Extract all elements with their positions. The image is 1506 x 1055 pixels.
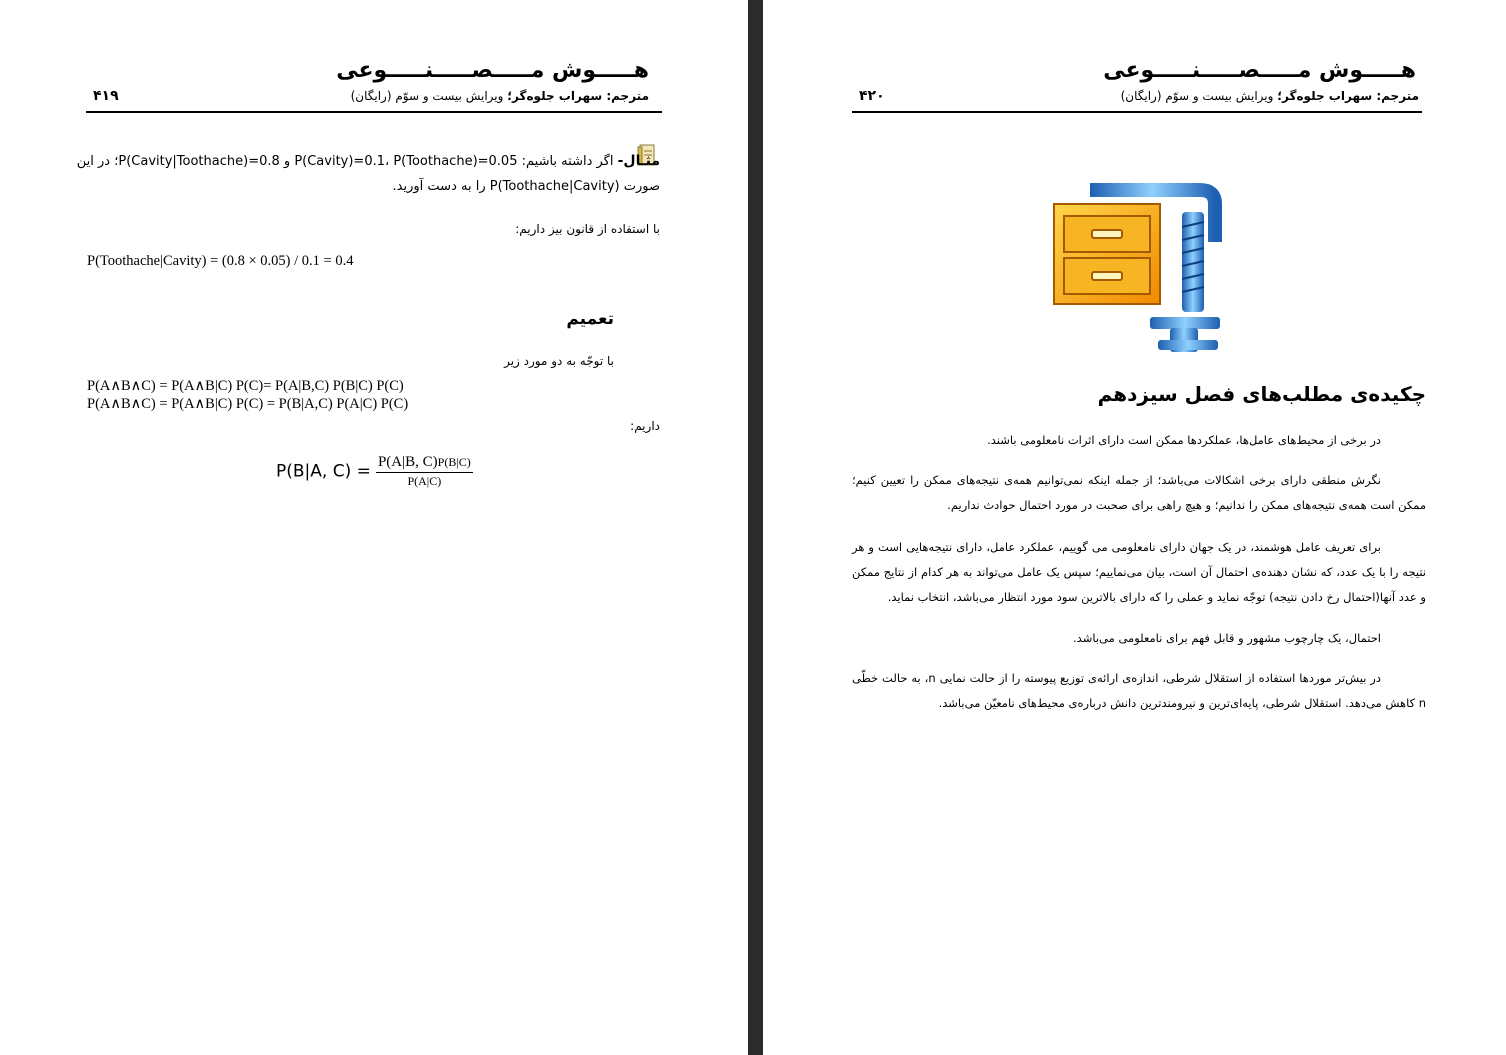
we-have-text: داریم: bbox=[630, 419, 660, 433]
summary-paragraph-1: در برخی از محیط‌های عامل‌ها، عملکردها ممکن است دارای اثرات نامعلومی باشند. bbox=[987, 433, 1381, 447]
formula-fraction bbox=[376, 454, 473, 489]
formula-lhs: P(B|A, C) = bbox=[276, 461, 371, 482]
example-text-1: اگر داشته باشیم: P(Cavity)=0.1، P(Toothache)=0.05 و P(Cavity|Toothache)=0.8؛ در این bbox=[76, 154, 614, 169]
bayes-formula: P(Toothache|Cavity) = (0.8 × 0.05) / 0.1 = 0.4 bbox=[87, 253, 354, 269]
summary-paragraph-3: برای تعریف عامل هوشمند، در یک جهان دارای نامعلومی می گوییم، عملکرد عامل، دارای نتیجه‌هایی است و هر نتیجه را با یک عدد، که نشان دهنده‌ی احتمال آن است، بیان می‌نماییم؛ سپس یک عامل می‌تواند به هر کدام از نتایج ممکن و عدد آنها(احتمال رخ دادن نتیجه) توجّه نماید و عملی را که دارای بالاترین سود مورد انتظار می‌باشد، انتخاب نماید. bbox=[852, 540, 1426, 604]
compressed-cabinet-icon bbox=[1050, 182, 1230, 360]
numerator-main: P(A|B, C) bbox=[377, 454, 438, 470]
equation-2: P(A∧B∧C) = P(A∧B|C) P(C) = P(B|A,C) P(A|C) P(C) bbox=[87, 396, 409, 412]
bayes-intro: با استفاده از قانون بیز داریم: bbox=[515, 222, 660, 236]
edition-text: ویرایش بیست و سوّم (رایگان) bbox=[1120, 89, 1278, 103]
numerator-small: P(B|C) bbox=[437, 455, 471, 469]
page-gutter bbox=[748, 0, 763, 1055]
header-subtitle bbox=[1121, 89, 1419, 103]
example-line-2: صورت P(Toothache|Cavity) را به دست آورید. bbox=[392, 179, 660, 194]
translator-label: مترجم: سهراب جلوه‌گر؛ bbox=[1277, 89, 1419, 103]
chapter-heading: چکیده‌ی مطلب‌های فصل سیزدهم bbox=[1097, 382, 1426, 406]
final-formula bbox=[276, 454, 473, 489]
header-rule bbox=[852, 111, 1422, 113]
equation-1: P(A∧B∧C) = P(A∧B|C) P(C)= P(A|B,C) P(B|C) P(C) bbox=[87, 378, 404, 394]
left-page bbox=[0, 0, 748, 1055]
formula-denominator: P(A|C) bbox=[407, 474, 442, 488]
page-number: ۴۲۰ bbox=[859, 88, 885, 104]
summary-paragraph-5: در بیش‌تر موردها استفاده از استقلال شرطی، اندازه‌ی ارائه‌ی توزیع پیوسته را از حالت نمایی n، به حالت خطّی n کاهش می‌دهد. استقلال شرطی، پایه‌ای‌ترین و نیرومندترین دانش درباره‌ی محیط‌های نامعیّن می‌باشد. bbox=[852, 671, 1426, 710]
page-number: ۴۱۹ bbox=[93, 88, 119, 104]
right-page bbox=[763, 0, 1506, 1055]
translator-label: مترجم: سهراب جلوه‌گر؛ bbox=[507, 89, 649, 103]
header-rule bbox=[86, 111, 662, 113]
formula-numerator bbox=[376, 454, 473, 473]
header-subtitle bbox=[351, 89, 649, 103]
generalization-heading: تعمیم bbox=[566, 309, 614, 329]
header-title: هـــــوش مـــــصـــــنـــــوعی bbox=[336, 58, 649, 83]
summary-paragraph-2: نگرش منطقی دارای برخی اشکالات می‌باشد؛ از جمله اینکه نمی‌توانیم همه‌ی نتیجه‌های ممکن را تعیین کنیم؛ ممکن است همه‌ی نتیجه‌های ممکن را ندانیم؛ و هیچ راهی برای صحبت در مورد احتمال حوادث نداریم. bbox=[852, 473, 1426, 512]
example-label: مثـال- bbox=[617, 153, 660, 169]
summary-paragraph-4: احتمال، یک چارچوب مشهور و قابل فهم برای نامعلومی می‌باشد. bbox=[1073, 631, 1381, 645]
given-text: با توجّه به دو مورد زیر bbox=[504, 354, 614, 368]
header-title: هـــــوش مـــــصـــــنـــــوعی bbox=[1103, 58, 1416, 83]
example-line-1 bbox=[76, 153, 660, 169]
edition-text: ویرایش بیست و سوّم (رایگان) bbox=[350, 89, 508, 103]
